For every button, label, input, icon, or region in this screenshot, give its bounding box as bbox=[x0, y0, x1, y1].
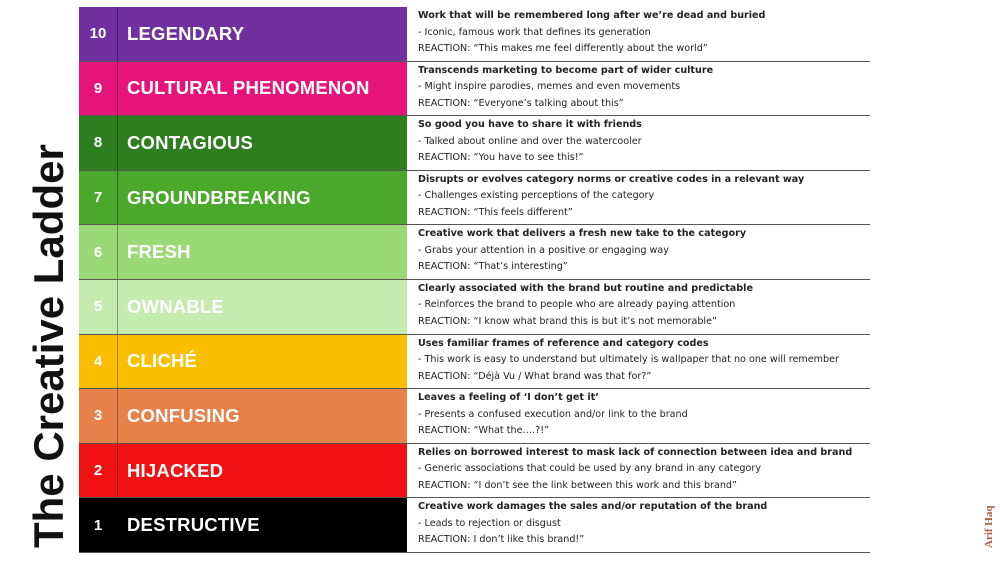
level-description bbox=[418, 116, 870, 170]
level-description bbox=[418, 498, 870, 552]
level-description bbox=[418, 62, 870, 116]
level-reaction: REACTION: “What the….?!” bbox=[418, 425, 550, 437]
level-label: LEGENDARY bbox=[118, 7, 407, 61]
level-bullet: - Reinforces the brand to people who are already paying attention bbox=[418, 299, 736, 311]
level-number: 5 bbox=[79, 280, 118, 334]
author-credit: Arif Haq bbox=[983, 505, 995, 548]
level-reaction: REACTION: “I don’t see the link between this work and this brand” bbox=[418, 479, 737, 491]
level-bullet: - Grabs your attention in a positive or engaging way bbox=[418, 244, 669, 256]
level-number: 6 bbox=[79, 225, 118, 279]
level-reaction: REACTION: “That’s interesting” bbox=[418, 261, 568, 273]
level-headline: Creative work damages the sales and/or reputation of the brand bbox=[418, 501, 768, 513]
ladder-row bbox=[79, 444, 870, 499]
level-label: CULTURAL PHENOMENON bbox=[118, 62, 407, 116]
level-number: 10 bbox=[79, 7, 118, 61]
level-headline: Work that will be remembered long after we’re dead and buried bbox=[418, 10, 766, 21]
ladder-row bbox=[79, 62, 870, 117]
level-reaction: REACTION: “Everyone’s talking about this” bbox=[418, 97, 624, 109]
level-number: 9 bbox=[79, 62, 118, 116]
level-number: 3 bbox=[79, 389, 118, 443]
level-reaction: REACTION: I don’t like this brand!” bbox=[418, 534, 585, 546]
level-number: 4 bbox=[79, 335, 118, 389]
level-headline: Transcends marketing to become part of wider culture bbox=[418, 64, 714, 76]
level-number: 2 bbox=[79, 444, 118, 498]
level-description bbox=[418, 444, 870, 498]
level-label: OWNABLE bbox=[118, 280, 407, 334]
level-headline: Clearly associated with the brand but routine and predictable bbox=[418, 282, 753, 294]
level-headline: Creative work that delivers a fresh new take to the category bbox=[418, 228, 747, 240]
level-label: DESTRUCTIVE bbox=[118, 498, 407, 552]
level-label: CLICHÉ bbox=[118, 335, 407, 389]
level-bullet: - Talked about online and over the watercooler bbox=[418, 135, 642, 147]
level-bullet: - Generic associations that could be used by any brand in any category bbox=[418, 463, 761, 475]
level-reaction: REACTION: “You have to see this!” bbox=[418, 152, 584, 164]
ladder-row bbox=[79, 498, 870, 553]
level-description bbox=[418, 171, 870, 225]
ladder-row bbox=[79, 225, 870, 280]
ladder-title: The Creative Ladder bbox=[25, 144, 72, 548]
level-headline: So good you have to share it with friends bbox=[418, 119, 642, 131]
ladder-row bbox=[79, 335, 870, 390]
level-bullet: - Might inspire parodies, memes and even movements bbox=[418, 81, 681, 93]
creative-ladder-table bbox=[79, 7, 870, 553]
level-headline: Relies on borrowed interest to mask lack of connection between idea and brand bbox=[418, 446, 853, 458]
ladder-row bbox=[79, 7, 870, 62]
level-label: FRESH bbox=[118, 225, 407, 279]
level-bullet: - This work is easy to understand but ultimately is wallpaper that no one will remember bbox=[418, 354, 839, 366]
level-label: CONFUSING bbox=[118, 389, 407, 443]
level-reaction: REACTION: “This makes me feel differently about the world” bbox=[418, 43, 708, 54]
level-description bbox=[418, 7, 870, 61]
level-number: 1 bbox=[79, 498, 118, 552]
level-description bbox=[418, 225, 870, 279]
level-reaction: REACTION: “Déjà Vu / What brand was that for?” bbox=[418, 370, 652, 382]
level-reaction: REACTION: “This feels different” bbox=[418, 206, 573, 218]
level-reaction: REACTION: “I know what brand this is but it’s not memorable” bbox=[418, 315, 717, 327]
level-headline: Leaves a feeling of ‘I don’t get it’ bbox=[418, 392, 599, 404]
ladder-row bbox=[79, 280, 870, 335]
level-description bbox=[418, 335, 870, 389]
ladder-row bbox=[79, 389, 870, 444]
level-headline: Uses familiar frames of reference and category codes bbox=[418, 337, 709, 349]
level-label: GROUNDBREAKING bbox=[118, 171, 407, 225]
level-label: CONTAGIOUS bbox=[118, 116, 407, 170]
level-bullet: - Presents a confused execution and/or link to the brand bbox=[418, 408, 688, 420]
level-bullet: - Iconic, famous work that defines its generation bbox=[418, 26, 651, 38]
ladder-row bbox=[79, 116, 870, 171]
level-label: HIJACKED bbox=[118, 444, 407, 498]
ladder-row bbox=[79, 171, 870, 226]
level-description bbox=[418, 389, 870, 443]
level-bullet: - Leads to rejection or disgust bbox=[418, 517, 561, 529]
level-number: 7 bbox=[79, 171, 118, 225]
level-description bbox=[418, 280, 870, 334]
level-number: 8 bbox=[79, 116, 118, 170]
level-bullet: - Challenges existing perceptions of the category bbox=[418, 190, 655, 202]
level-headline: Disrupts or evolves category norms or creative codes in a relevant way bbox=[418, 173, 805, 185]
